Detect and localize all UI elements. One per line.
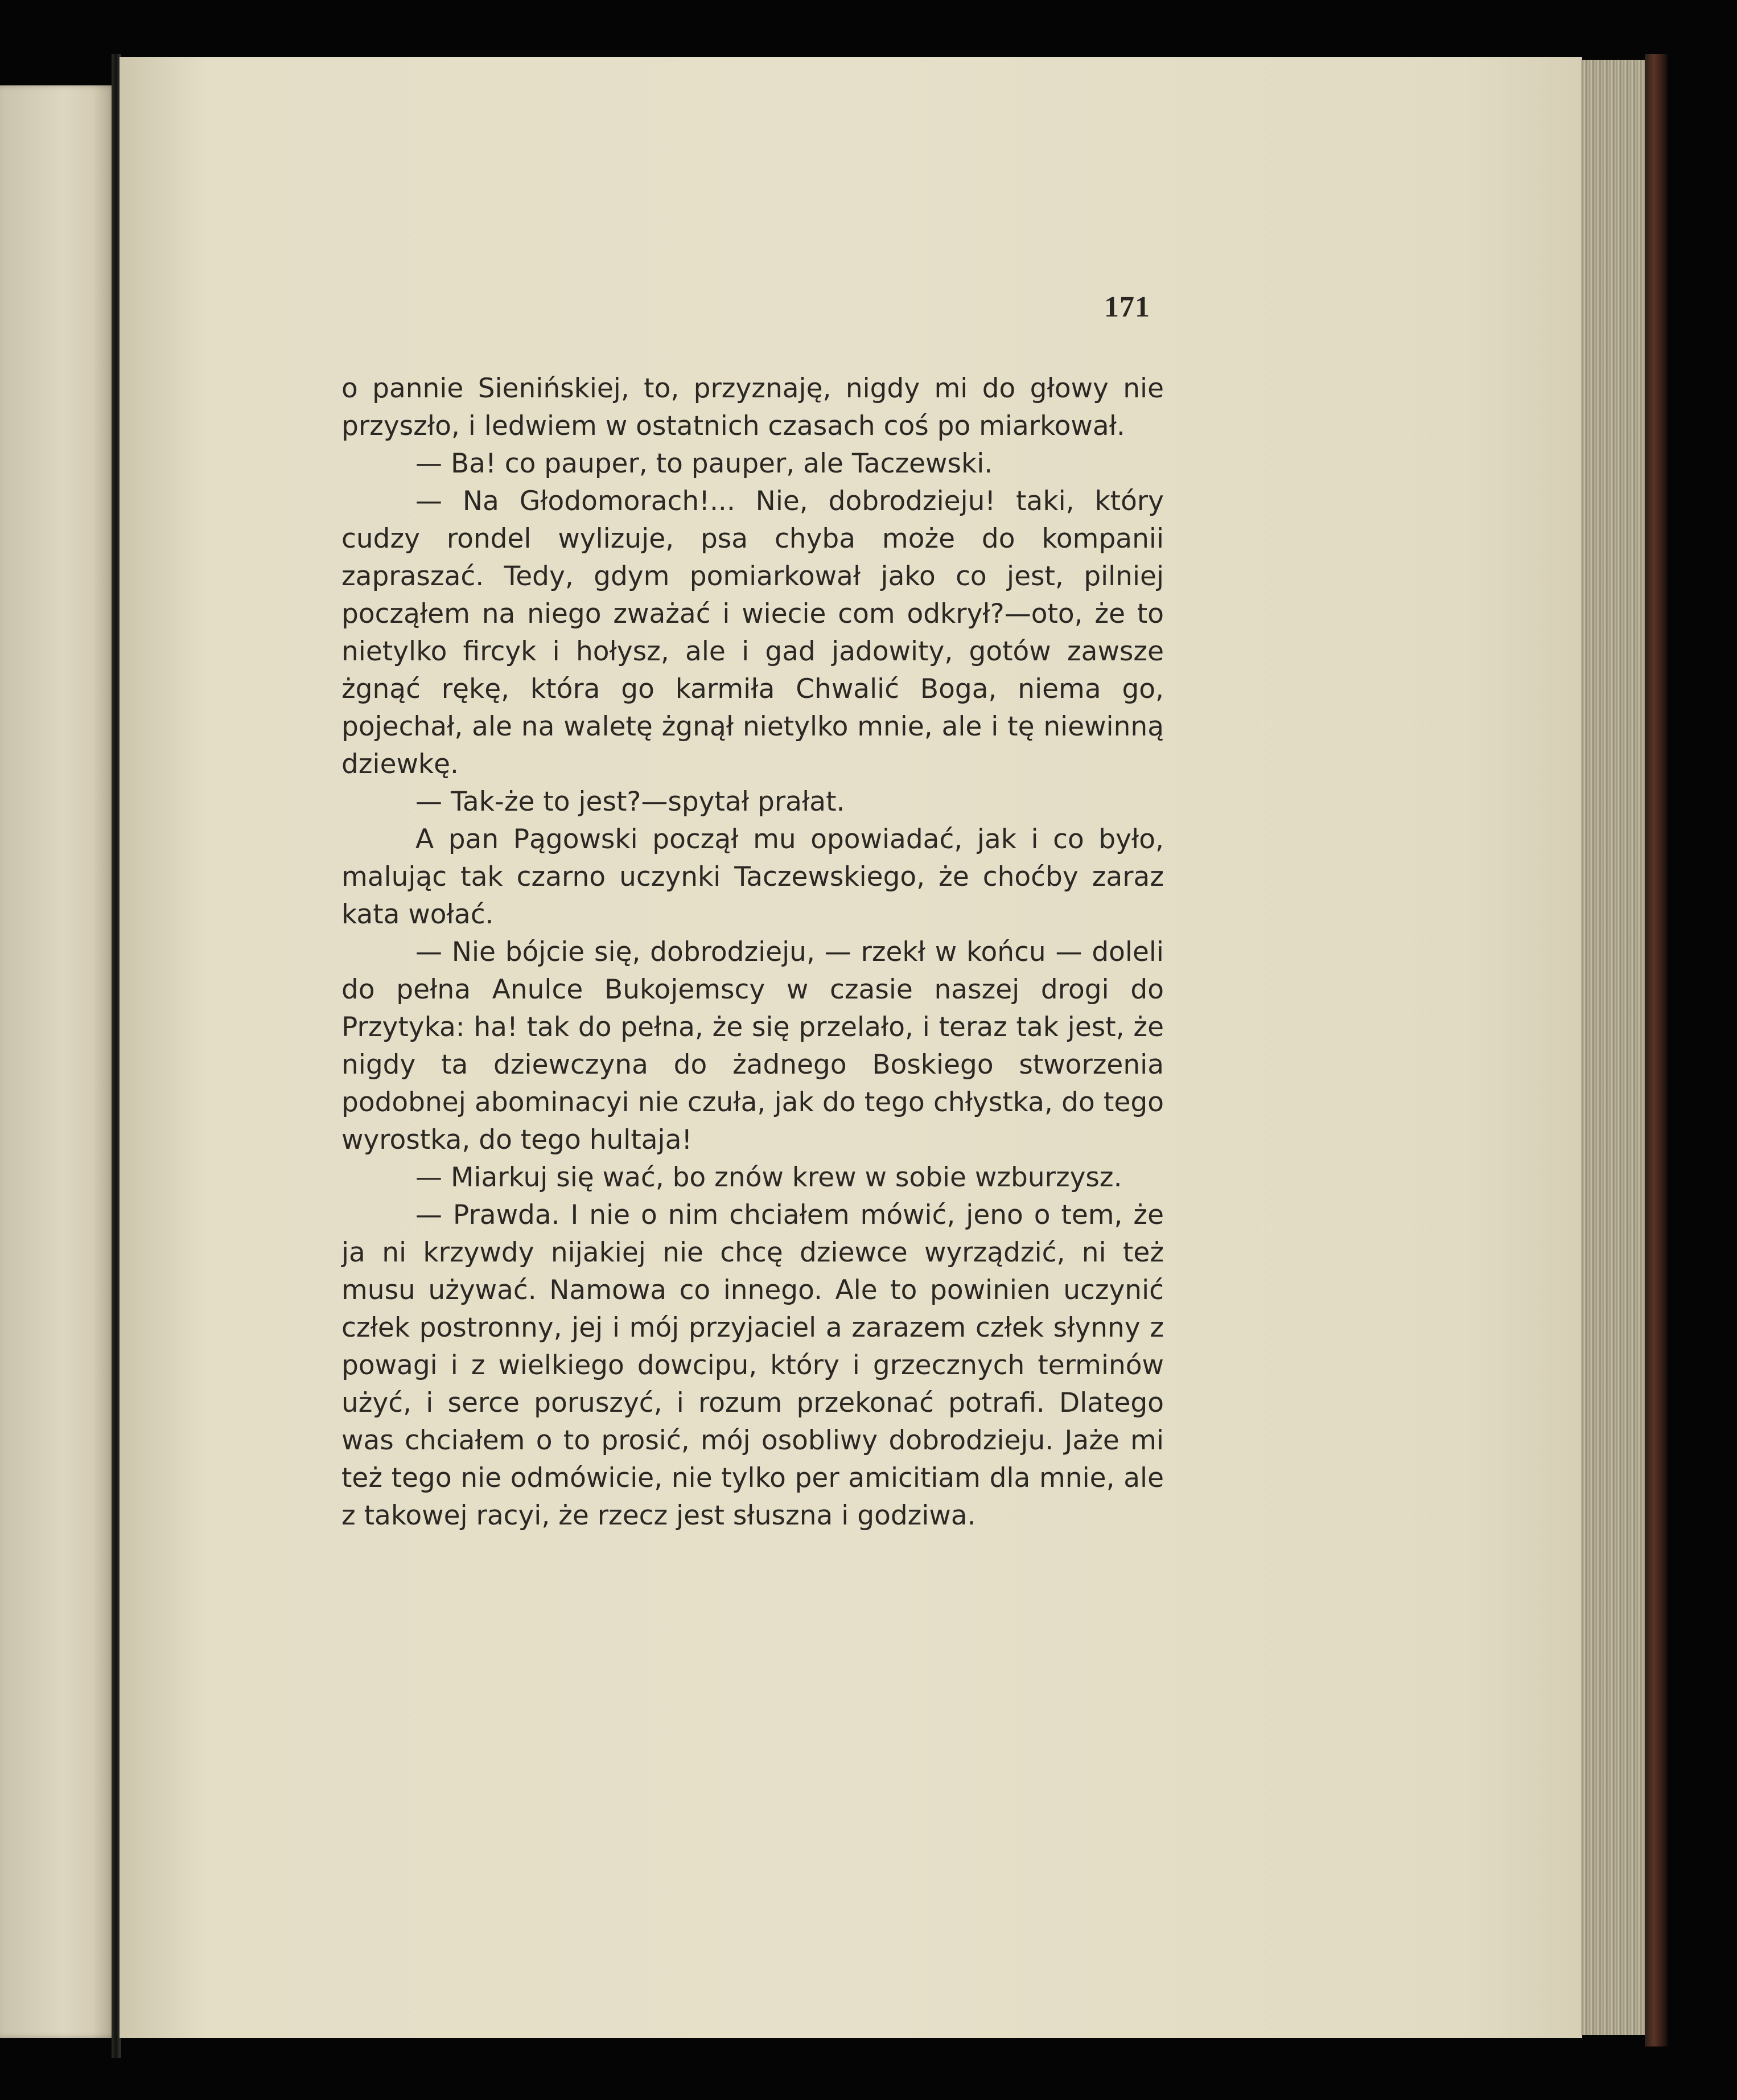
paragraph: — Na Głodomorach!... Nie, dobrodzieju! taki, który cudzy rondel wylizuje, psa chyba może do kompanii zapraszać. Tedy, gdym pomiarkował jako co jest, pilniej począłem na niego zważać i wiecie com odkrył?—oto, że to nietylko fircyk i hołysz, ale i gad jadowity, gotów zawsze żgnąć rękę, która go karmiła Chwalić Boga, niema go, pojechał, ale na waletę żgnął nietylko mnie, ale i tę niewinną dziewkę.: [341, 486, 1164, 780]
page-number: 171: [1104, 291, 1150, 323]
paragraph: o pannie Sienińskiej, to, przyznaję, nigdy mi do głowy nie przyszło, i ledwiem w ostatnich czasach coś po miarkował.: [341, 373, 1164, 442]
paragraph: — Prawda. I nie o nim chciałem mówić, jeno o tem, że ja ni krzywdy nijakiej nie chcę dziewce wyrządzić, ni też musu używać. Namowa co innego. Ale to powinien uczynić człek postronny, jej i mój przyjaciel a zarazem człek słynny z powagi i z wielkiego dowcipu, który i grzecznych terminów użyć, i serce poruszyć, i rozum przekonać potrafi. Dlatego was chciałem o to prosić, mój osobliwy dobrodzieju. Jaże mi też tego nie odmówicie, nie tylko per amicitiam dla mnie, ale z takowej racyi, że rzecz jest słuszna i godziwa.: [341, 1199, 1164, 1531]
left-page-edge: [0, 85, 117, 2038]
body-text: [341, 370, 1164, 1535]
paragraph: A pan Pągowski począł mu opowiadać, jak i co było, malując tak czarno uczynki Taczewskiego, że choćby zaraz kata wołać.: [341, 824, 1164, 930]
paragraph: — Miarkuj się wać, bo znów krew w sobie wzburzysz.: [415, 1162, 1122, 1193]
paragraph: — Nie bójcie się, dobrodzieju, — rzekł w końcu — doleli do pełna Anulce Bukojemscy w czasie naszej drogi do Przytyka: ha! tak do pełna, że się przelało, i teraz tak jest, że nigdy ta dziewczyna do żadnego Boskiego stworzenia podobnej abominacyi nie czuła, jak do tego chłystka, do tego wyrostka, do tego hultaja!: [341, 936, 1164, 1156]
page-edges: [1581, 60, 1649, 2035]
cover-edge: [1645, 54, 1668, 2046]
paragraph: — Tak-że to jest?—spytał prałat.: [415, 786, 845, 817]
paragraph: — Ba! co pauper, to pauper, ale Taczewski.: [415, 448, 993, 479]
